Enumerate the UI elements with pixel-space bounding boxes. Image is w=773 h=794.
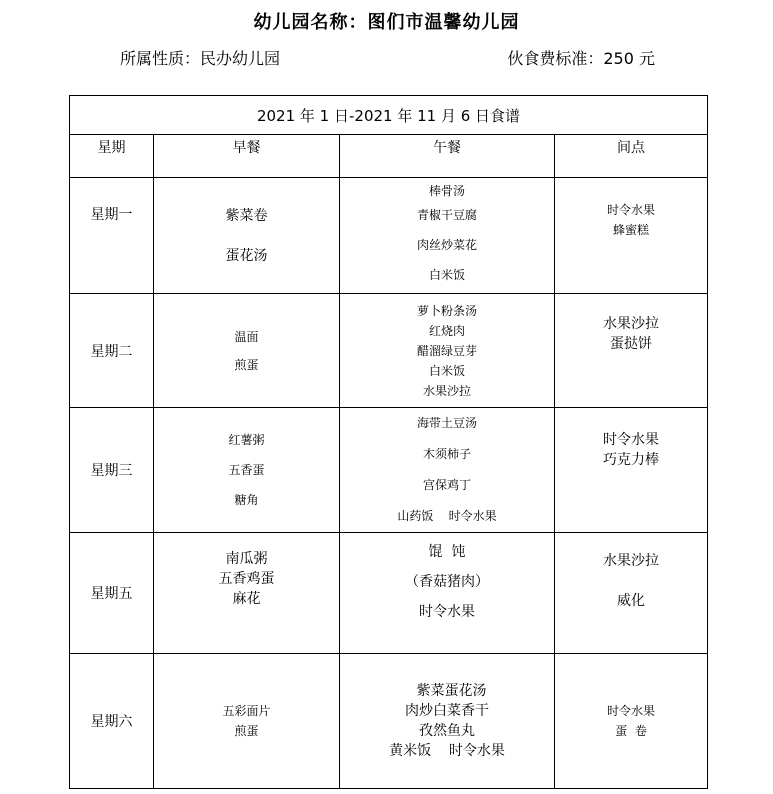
table-row <box>70 294 708 408</box>
snack-cell <box>555 654 708 789</box>
snack-item: 蛋 卷 <box>615 724 647 738</box>
lunch-cell <box>340 533 555 654</box>
breakfast-cell <box>154 178 340 294</box>
snack-spacer <box>555 571 707 591</box>
snack-item: 时令水果 <box>603 432 660 448</box>
day-cell: 星期一 <box>70 178 154 294</box>
breakfast-item: 蛋花汤 <box>225 247 268 264</box>
page-title: 幼儿园名称：图们市温馨幼儿园 <box>253 12 520 33</box>
snack-cell <box>555 294 708 408</box>
lunch-item: 时令水果 <box>419 604 475 620</box>
day-cell: 星期二 <box>70 294 154 408</box>
lunch-item: 馄 饨 <box>428 544 466 560</box>
lunch-cell <box>340 654 555 789</box>
snack-cell <box>555 178 708 294</box>
lunch-item: 黄米饭 时令水果 <box>389 743 505 759</box>
lunch-item: 山药饭 时令水果 <box>397 509 497 523</box>
lunch-item: 肉丝炒菜花 <box>416 237 477 252</box>
lunch-item: （香菇猪肉） <box>405 574 489 590</box>
weekly-menu-table <box>69 95 708 789</box>
column-header-lunch: 午餐 <box>340 135 555 178</box>
lunch-item: 水果沙拉 <box>422 383 471 398</box>
table-row <box>70 178 708 294</box>
kindergarten-nature: 所属性质：民办幼儿园 <box>120 49 281 68</box>
lunch-item: 青椒干豆腐 <box>416 207 477 222</box>
lunch-item: 萝卜粉条汤 <box>416 303 477 318</box>
menu-period-caption: 2021 年 1 日-2021 年 11 月 6 日食谱 <box>70 96 708 135</box>
table-row <box>70 408 708 533</box>
lunch-item: 孜然鱼丸 <box>419 723 475 739</box>
breakfast-item: 南瓜粥 <box>225 551 268 567</box>
column-header-snack: 间点 <box>555 135 708 178</box>
breakfast-item: 红薯粥 <box>228 433 265 447</box>
snack-item: 蜂蜜糕 <box>613 223 650 237</box>
snack-item: 时令水果 <box>607 704 656 718</box>
breakfast-item: 温面 <box>234 329 259 344</box>
lunch-item: 棒骨汤 <box>428 183 465 198</box>
breakfast-item: 五彩面片 <box>222 704 271 718</box>
day-cell: 星期五 <box>70 533 154 654</box>
lunch-item: 木须柿子 <box>422 447 471 461</box>
lunch-item: 醋溜绿豆芽 <box>416 343 477 358</box>
lunch-item: 宫保鸡丁 <box>422 478 471 492</box>
snack-item: 水果沙拉 <box>603 553 660 569</box>
snack-item: 水果沙拉 <box>603 316 660 332</box>
table-row <box>70 654 708 789</box>
breakfast-cell <box>154 408 340 533</box>
lunch-item: 白米饭 <box>428 267 465 282</box>
breakfast-cell <box>154 654 340 789</box>
header-row <box>70 135 708 178</box>
lunch-item: 肉炒白菜香干 <box>405 703 489 719</box>
breakfast-item: 五香鸡蛋 <box>218 571 275 587</box>
breakfast-spacer <box>154 226 339 246</box>
breakfast-item: 麻花 <box>232 591 261 607</box>
lunch-item: 紫菜蛋花汤 <box>407 683 487 699</box>
snack-item: 巧克力棒 <box>603 452 660 468</box>
breakfast-item: 五香蛋 <box>228 463 265 477</box>
lunch-item: 海带土豆汤 <box>416 416 477 430</box>
breakfast-item: 糖角 <box>234 493 259 507</box>
breakfast-cell <box>154 533 340 654</box>
lunch-cell <box>340 408 555 533</box>
snack-cell <box>555 408 708 533</box>
meal-fee-standard: 伙食费标准：250 元 <box>507 49 655 68</box>
column-header-breakfast: 早餐 <box>154 135 340 178</box>
breakfast-item: 紫菜卷 <box>225 207 268 224</box>
lunch-item: 白米饭 <box>428 363 465 378</box>
breakfast-item: 煎蛋 <box>234 357 259 372</box>
lunch-cell <box>340 178 555 294</box>
breakfast-item: 煎蛋 <box>234 724 259 738</box>
breakfast-cell <box>154 294 340 408</box>
lunch-cell <box>340 294 555 408</box>
caption-row <box>70 96 708 135</box>
table-row <box>70 533 708 654</box>
snack-item: 蛋挞饼 <box>610 336 653 352</box>
snack-cell <box>555 533 708 654</box>
day-cell: 星期三 <box>70 408 154 533</box>
day-cell: 星期六 <box>70 654 154 789</box>
snack-item: 时令水果 <box>607 203 656 217</box>
column-header-day: 星期 <box>70 135 154 178</box>
lunch-item: 红烧肉 <box>428 323 465 338</box>
snack-item: 威化 <box>617 593 646 609</box>
